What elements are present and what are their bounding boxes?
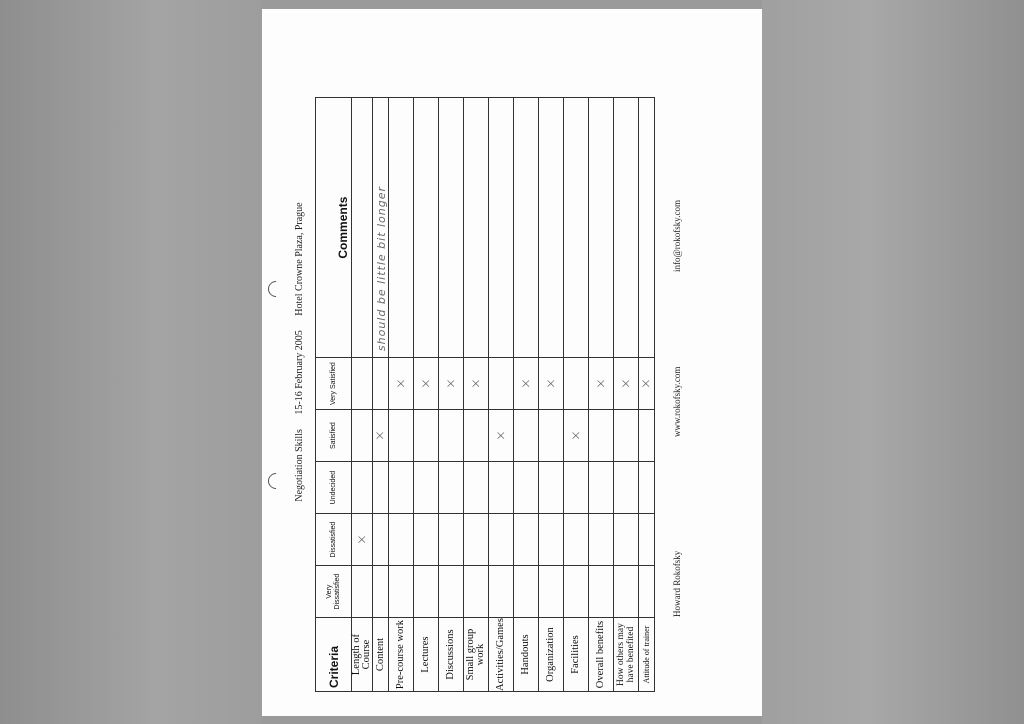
- criterion-label: How others may have benefited: [614, 618, 639, 692]
- criterion-label: Content: [373, 618, 389, 692]
- handwritten-check-mark: ×: [393, 378, 409, 390]
- comments-header: Comments: [316, 98, 352, 358]
- rating-cell: [439, 514, 464, 566]
- rating-cell: [639, 410, 655, 462]
- comment-cell: [352, 98, 373, 358]
- rotated-page-content: [262, 9, 762, 717]
- comment-cell: [464, 98, 489, 358]
- criterion-label: Lectures: [414, 618, 439, 692]
- criterion-label: Organization: [539, 618, 564, 692]
- rating-cell: [389, 514, 414, 566]
- comment-cell: [539, 98, 564, 358]
- course-venue: Hotel Crowne Plaza, Prague: [294, 202, 305, 316]
- rating-cell: [514, 566, 539, 618]
- comment-cell: [564, 98, 589, 358]
- table-row: [439, 98, 464, 692]
- rating-header: Undecided: [316, 462, 352, 514]
- criteria-header: Criteria: [316, 618, 352, 692]
- rating-cell: [489, 566, 514, 618]
- handwritten-check-mark: ×: [443, 378, 459, 390]
- criterion-label: Attitude of trainer: [639, 618, 655, 692]
- rating-cell: [539, 566, 564, 618]
- handwritten-check-mark: ×: [593, 378, 609, 390]
- handwritten-check-mark: ×: [518, 378, 534, 390]
- rating-cell: [373, 358, 389, 410]
- scanned-page: [262, 9, 762, 716]
- rating-cell: [589, 358, 614, 410]
- table-row: [514, 98, 539, 692]
- rating-cell: [539, 358, 564, 410]
- handwritten-check-mark: ×: [354, 534, 370, 546]
- scan-background-left: [0, 0, 262, 724]
- rating-cell: [389, 462, 414, 514]
- table-row: [373, 98, 389, 692]
- handwritten-check-mark: ×: [543, 378, 559, 390]
- handwritten-check-mark: ×: [373, 430, 388, 442]
- rating-cell: [414, 514, 439, 566]
- comment-cell: [639, 98, 655, 358]
- course-title: Negotiation Skills: [294, 429, 305, 502]
- rating-cell: [614, 462, 639, 514]
- rating-cell: [464, 358, 489, 410]
- footer-email: info@rokofsky.com: [672, 200, 682, 272]
- handwritten-check-mark: ×: [639, 378, 654, 390]
- rating-cell: [464, 462, 489, 514]
- comment-cell: [414, 98, 439, 358]
- criterion-label: Activities/Games: [489, 618, 514, 692]
- rating-cell: [489, 410, 514, 462]
- rating-header: Satisfied: [316, 410, 352, 462]
- rating-cell: [539, 462, 564, 514]
- comment-cell: [614, 98, 639, 358]
- rating-cell: [489, 514, 514, 566]
- rating-cell: [564, 566, 589, 618]
- rating-cell: [373, 566, 389, 618]
- criterion-label: Length of Course: [352, 618, 373, 692]
- rating-cell: [439, 358, 464, 410]
- table-row: [589, 98, 614, 692]
- rating-cell: [414, 358, 439, 410]
- rating-cell: [639, 514, 655, 566]
- table-row: [464, 98, 489, 692]
- criterion-label: Facilities: [564, 618, 589, 692]
- table-row: [539, 98, 564, 692]
- criterion-label: Handouts: [514, 618, 539, 692]
- evaluation-rows: [352, 98, 655, 692]
- rating-header: Dissatisfied: [316, 514, 352, 566]
- footer-website: www.rokofsky.com: [672, 366, 682, 437]
- rating-cell: [352, 410, 373, 462]
- rating-cell: [514, 462, 539, 514]
- handwritten-check-mark: ×: [468, 378, 484, 390]
- rating-cell: [589, 566, 614, 618]
- rating-cell: [514, 514, 539, 566]
- table-row: [389, 98, 414, 692]
- rating-cell: [439, 462, 464, 514]
- table-row: [414, 98, 439, 692]
- criterion-label: Overall benefits: [589, 618, 614, 692]
- rating-cell: [564, 358, 589, 410]
- table-header-row: [316, 98, 352, 692]
- rating-cell: [373, 462, 389, 514]
- table-row: [639, 98, 655, 692]
- rating-cell: [352, 358, 373, 410]
- rating-cell: [464, 566, 489, 618]
- rating-cell: [614, 566, 639, 618]
- comment-cell: [489, 98, 514, 358]
- rating-cell: [389, 566, 414, 618]
- criterion-label: Discussions: [439, 618, 464, 692]
- rating-cell: [464, 514, 489, 566]
- rating-cell: [539, 514, 564, 566]
- rating-cell: [589, 410, 614, 462]
- rating-cell: [414, 462, 439, 514]
- course-dates: 15-16 February 2005: [294, 330, 305, 415]
- rating-cell: [389, 358, 414, 410]
- footer-name: Howard Rokofsky: [672, 550, 682, 617]
- rating-cell: [614, 410, 639, 462]
- comment-cell: [389, 98, 414, 358]
- rating-cell: [614, 514, 639, 566]
- rating-header: Very Satisfied: [316, 358, 352, 410]
- table-row: [489, 98, 514, 692]
- table-row: [352, 98, 373, 692]
- rating-cell: [414, 566, 439, 618]
- comment-cell: [514, 98, 539, 358]
- rating-cell: [639, 566, 655, 618]
- criterion-label: Small group work: [464, 618, 489, 692]
- rating-cell: [489, 358, 514, 410]
- rating-cell: [414, 410, 439, 462]
- handwritten-check-mark: ×: [493, 430, 509, 442]
- handwritten-check-mark: ×: [418, 378, 434, 390]
- rating-cell: [614, 358, 639, 410]
- rating-header: Very Dissatisfied: [316, 566, 352, 618]
- rating-cell: [639, 462, 655, 514]
- document-header: [294, 27, 305, 677]
- handwritten-check-mark: ×: [568, 430, 584, 442]
- scan-background-right: [762, 0, 1024, 724]
- rating-cell: [564, 410, 589, 462]
- rating-cell: [589, 514, 614, 566]
- rating-cell: [352, 514, 373, 566]
- rating-cell: [539, 410, 564, 462]
- rating-cell: [373, 410, 389, 462]
- evaluation-table: [315, 97, 655, 692]
- rating-cell: [439, 566, 464, 618]
- table-row: [564, 98, 589, 692]
- rating-cell: [514, 358, 539, 410]
- criterion-label: Pre-course work: [389, 618, 414, 692]
- comment-cell: [589, 98, 614, 358]
- rating-cell: [389, 410, 414, 462]
- rating-cell: [489, 462, 514, 514]
- rating-cell: [639, 358, 655, 410]
- table-row: [614, 98, 639, 692]
- comment-cell: should be little bit longer: [373, 98, 389, 358]
- rating-cell: [514, 410, 539, 462]
- rating-cell: [589, 462, 614, 514]
- rating-cell: [352, 462, 373, 514]
- rating-cell: [352, 566, 373, 618]
- punch-hole-mark: [265, 470, 288, 493]
- handwritten-check-mark: ×: [618, 378, 634, 390]
- rating-cell: [464, 410, 489, 462]
- rating-cell: [439, 410, 464, 462]
- rating-cell: [373, 514, 389, 566]
- rating-cell: [564, 514, 589, 566]
- comment-cell: [439, 98, 464, 358]
- punch-hole-mark: [265, 278, 288, 301]
- rating-cell: [564, 462, 589, 514]
